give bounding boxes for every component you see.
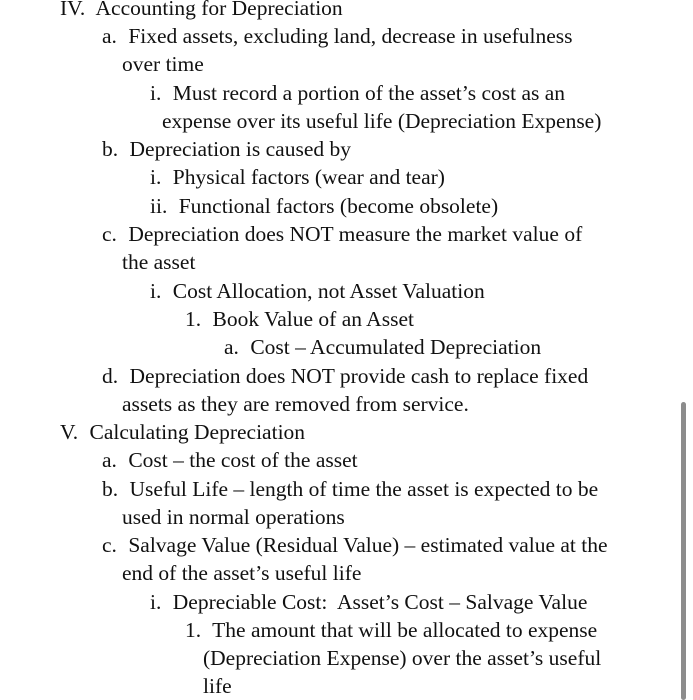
list-text: Cost Allocation, not Asset Valuation <box>172 279 485 303</box>
list-text: Calculating Depreciation <box>89 420 306 444</box>
list-item <box>150 79 565 107</box>
list-marker: ii. <box>150 194 168 218</box>
list-marker: 1. <box>185 618 202 642</box>
list-marker: b. <box>102 477 119 501</box>
outline-heading <box>60 418 305 446</box>
list-marker: 1. <box>185 307 202 331</box>
list-item <box>102 22 573 50</box>
list-text: Physical factors (wear and tear) <box>172 165 445 189</box>
list-marker: b. <box>102 137 119 161</box>
list-text: used in normal operations <box>122 505 345 529</box>
list-item <box>224 333 541 361</box>
list-marker: d. <box>102 364 119 388</box>
list-item <box>185 305 414 333</box>
list-marker: i. <box>150 279 162 303</box>
list-item-continuation <box>122 390 469 418</box>
list-text: Must record a portion of the asset’s cost as an <box>172 81 566 105</box>
list-item-continuation <box>203 644 601 672</box>
list-text: Useful Life – length of time the asset is expected to be <box>129 477 599 501</box>
list-text: Depreciable Cost: Asset’s Cost – Salvage Value <box>172 590 588 614</box>
list-item <box>102 446 358 474</box>
vertical-scrollbar[interactable] <box>681 402 686 700</box>
list-text: over time <box>122 52 204 76</box>
list-marker: i. <box>150 165 162 189</box>
list-text: Salvage Value (Residual Value) – estimated value at the <box>128 533 608 557</box>
list-text: (Depreciation Expense) over the asset’s useful <box>203 646 602 670</box>
list-marker: IV. <box>60 0 86 20</box>
list-marker: c. <box>102 533 117 557</box>
list-text: Depreciation does NOT provide cash to replace fixed <box>129 364 589 388</box>
list-marker: i. <box>150 590 162 614</box>
list-item <box>185 616 597 644</box>
list-marker: a. <box>224 335 239 359</box>
list-item <box>150 192 498 220</box>
list-text: Book Value of an Asset <box>212 307 414 331</box>
list-item <box>150 277 485 305</box>
list-text: Cost – the cost of the asset <box>128 448 358 472</box>
list-text: The amount that will be allocated to expense <box>212 618 598 642</box>
list-marker: a. <box>102 448 117 472</box>
list-item <box>102 531 608 559</box>
list-text: Fixed assets, excluding land, decrease in usefulness <box>128 24 573 48</box>
list-marker: i. <box>150 81 162 105</box>
list-item <box>102 362 588 390</box>
list-item <box>150 163 445 191</box>
list-text: Depreciation is caused by <box>129 137 352 161</box>
list-text: Cost – Accumulated Depreciation <box>250 335 542 359</box>
list-item-continuation <box>162 107 601 135</box>
list-text: assets as they are removed from service. <box>122 392 469 416</box>
outline-heading <box>60 0 343 22</box>
list-marker: c. <box>102 222 117 246</box>
list-item-continuation <box>122 559 361 587</box>
list-text: Accounting for Depreciation <box>95 0 343 20</box>
list-item <box>102 475 598 503</box>
list-text: life <box>203 674 232 698</box>
list-text: Functional factors (become obsolete) <box>178 194 499 218</box>
list-marker: V. <box>60 420 79 444</box>
list-text: the asset <box>122 250 196 274</box>
list-item-continuation <box>203 672 232 700</box>
list-item-continuation <box>122 503 345 531</box>
list-item <box>102 135 351 163</box>
list-item <box>102 220 582 248</box>
list-text: expense over its useful life (Depreciation Expense) <box>162 109 602 133</box>
list-item-continuation <box>122 248 195 276</box>
list-text: Depreciation does NOT measure the market value of <box>128 222 583 246</box>
list-item-continuation <box>122 50 204 78</box>
list-marker: a. <box>102 24 117 48</box>
list-item <box>150 588 587 616</box>
list-text: end of the asset’s useful life <box>122 561 362 585</box>
